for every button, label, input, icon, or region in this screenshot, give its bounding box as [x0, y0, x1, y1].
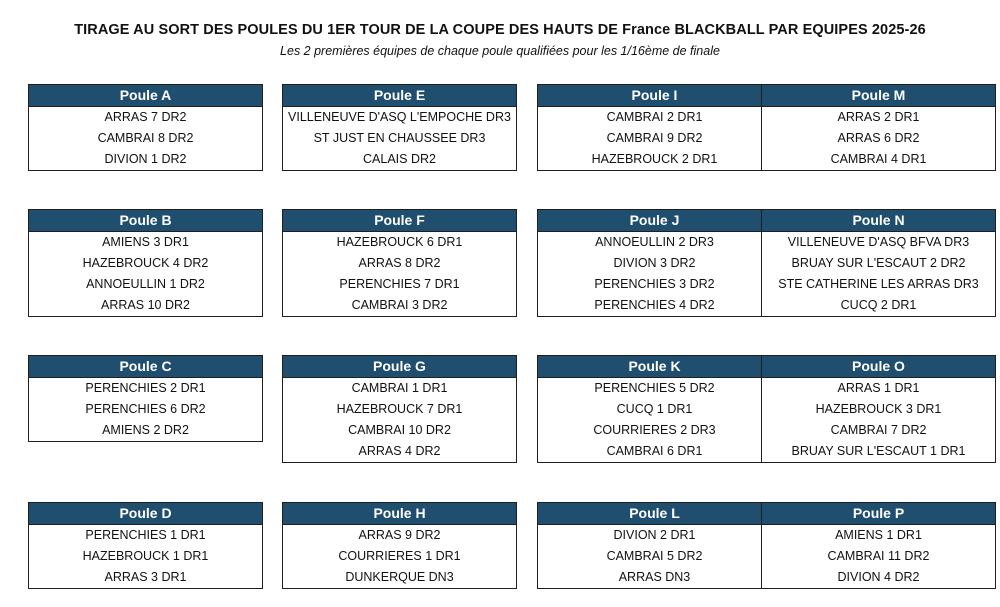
- poule-header: Poule C: [29, 356, 262, 378]
- team-row: CAMBRAI 4 DR1: [830, 152, 927, 166]
- poule-k-table: [537, 355, 772, 463]
- poule-c-table: [28, 355, 263, 442]
- poule-header: Poule E: [283, 85, 516, 107]
- team-row: PERENCHIES 6 DR2: [85, 402, 206, 416]
- team-row: ARRAS 9 DR2: [358, 528, 441, 542]
- poule-p-table: [761, 502, 996, 589]
- team-row: ARRAS 2 DR1: [837, 110, 920, 124]
- team-row: ARRAS 1 DR1: [837, 381, 920, 395]
- poule-i-table: [537, 84, 772, 171]
- team-row: AMIENS 3 DR1: [102, 235, 189, 249]
- team-row: ARRAS DN3: [618, 570, 691, 584]
- team-row: COURRIERES 1 DR1: [338, 549, 461, 563]
- team-row: PERENCHIES 5 DR2: [594, 381, 715, 395]
- team-row: COURRIERES 2 DR3: [593, 423, 716, 437]
- team-row: ARRAS 3 DR1: [104, 570, 187, 584]
- team-row: PERENCHIES 1 DR1: [85, 528, 206, 542]
- poule-header: Poule H: [283, 503, 516, 525]
- team-row: STE CATHERINE LES ARRAS DR3: [778, 277, 979, 291]
- team-row: CAMBRAI 8 DR2: [97, 131, 194, 145]
- team-row: CAMBRAI 1 DR1: [351, 381, 448, 395]
- team-row: CUCQ 2 DR1: [840, 298, 917, 312]
- poule-header: Poule F: [283, 210, 516, 232]
- poule-header: Poule P: [762, 503, 995, 525]
- team-row: CAMBRAI 11 DR2: [827, 549, 930, 563]
- poule-header: Poule B: [29, 210, 262, 232]
- poule-header: Poule K: [538, 356, 771, 378]
- poule-header: Poule A: [29, 85, 262, 107]
- team-row: HAZEBROUCK 7 DR1: [336, 402, 463, 416]
- team-row: HAZEBROUCK 1 DR1: [82, 549, 209, 563]
- team-row: CAMBRAI 3 DR2: [351, 298, 448, 312]
- team-row: CALAIS DR2: [363, 152, 436, 166]
- poule-j-table: [537, 209, 772, 317]
- team-row: PERENCHIES 2 DR1: [85, 381, 206, 395]
- team-row: CAMBRAI 2 DR1: [606, 110, 703, 124]
- team-row: ANNOEULLIN 1 DR2: [86, 277, 205, 291]
- poule-n-table: [761, 209, 996, 317]
- poule-header: Poule L: [538, 503, 771, 525]
- team-row: CAMBRAI 9 DR2: [606, 131, 703, 145]
- team-row: HAZEBROUCK 6 DR1: [336, 235, 463, 249]
- team-row: ARRAS 10 DR2: [101, 298, 190, 312]
- poule-d-table: [28, 502, 263, 589]
- team-row: DUNKERQUE DN3: [345, 570, 454, 584]
- team-row: BRUAY SUR L'ESCAUT 1 DR1: [791, 444, 966, 458]
- team-row: HAZEBROUCK 4 DR2: [82, 256, 209, 270]
- team-row: ARRAS 6 DR2: [837, 131, 920, 145]
- team-row: DIVION 1 DR2: [104, 152, 187, 166]
- team-row: DIVION 2 DR1: [613, 528, 696, 542]
- poule-f-table: [282, 209, 517, 317]
- team-row: VILLENEUVE D'ASQ BFVA DR3: [787, 235, 970, 249]
- team-row: DIVION 4 DR2: [837, 570, 920, 584]
- team-row: CAMBRAI 5 DR2: [606, 549, 703, 563]
- team-row: CUCQ 1 DR1: [616, 402, 693, 416]
- team-row: DIVION 3 DR2: [613, 256, 696, 270]
- poule-b-table: [28, 209, 263, 317]
- poule-header: Poule O: [762, 356, 995, 378]
- page-subtitle: Les 2 premières équipes de chaque poule qualifiées pour les 1/16ème de finale: [280, 44, 720, 58]
- team-row: CAMBRAI 6 DR1: [606, 444, 703, 458]
- page-title: TIRAGE AU SORT DES POULES DU 1ER TOUR DE LA COUPE DES HAUTS DE France BLACKBALL PAR EQUIPES 2025-26: [74, 22, 926, 38]
- team-row: HAZEBROUCK 3 DR1: [815, 402, 942, 416]
- poule-o-table: [761, 355, 996, 463]
- poule-header: Poule J: [538, 210, 771, 232]
- team-row: VILLENEUVE D'ASQ L'EMPOCHE DR3: [288, 110, 511, 124]
- team-row: AMIENS 1 DR1: [835, 528, 922, 542]
- team-row: ARRAS 8 DR2: [358, 256, 441, 270]
- poule-e-table: [282, 84, 517, 171]
- team-row: ST JUST EN CHAUSSEE DR3: [313, 131, 486, 145]
- team-row: BRUAY SUR L'ESCAUT 2 DR2: [791, 256, 966, 270]
- team-row: PERENCHIES 4 DR2: [594, 298, 715, 312]
- poule-header: Poule I: [538, 85, 771, 107]
- team-row: HAZEBROUCK 2 DR1: [591, 152, 718, 166]
- team-row: ARRAS 7 DR2: [104, 110, 187, 124]
- poule-l-table: [537, 502, 772, 589]
- team-row: ANNOEULLIN 2 DR3: [595, 235, 714, 249]
- team-row: ARRAS 4 DR2: [358, 444, 441, 458]
- poule-h-table: [282, 502, 517, 589]
- poule-a-table: [28, 84, 263, 171]
- team-row: AMIENS 2 DR2: [102, 423, 189, 437]
- poule-m-table: [761, 84, 996, 171]
- team-row: CAMBRAI 10 DR2: [348, 423, 451, 437]
- team-row: PERENCHIES 7 DR1: [339, 277, 460, 291]
- team-row: PERENCHIES 3 DR2: [594, 277, 715, 291]
- poule-header: Poule N: [762, 210, 995, 232]
- team-row: CAMBRAI 7 DR2: [830, 423, 927, 437]
- poule-header: Poule G: [283, 356, 516, 378]
- poule-header: Poule D: [29, 503, 262, 525]
- poule-g-table: [282, 355, 517, 463]
- poule-header: Poule M: [762, 85, 995, 107]
